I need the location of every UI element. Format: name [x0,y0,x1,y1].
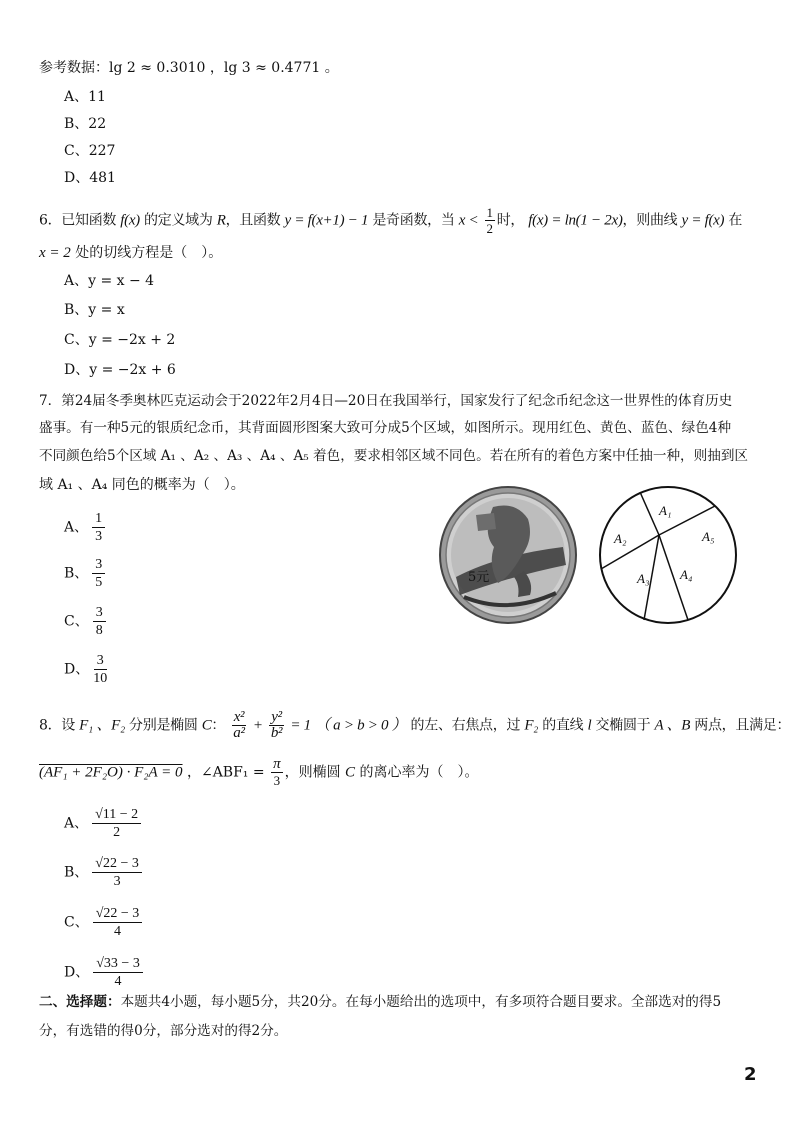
q8-option-c: C、 $\frac{√22 - 3}{4}$ [64,905,142,940]
q7-option-d: D、 $\frac{3}{10}$ [64,653,108,686]
region-a3-label: A₃ [637,571,650,586]
q6-line2: x = 2 处的切线方程是（ ）。 [39,245,223,261]
region-diagram [600,487,736,623]
reference-data: 参考数据：lg 2 ≈ 0.3010 ，lg 3 ≈ 0.4771 。 [39,60,339,76]
q7-option-c: C、 $\frac{3}{8}$ [64,604,106,639]
q7-line2: 盛事。有一种5元的银质纪念币，其背面圆形图案大致可分成5个区域，如图所示。现用红色、黄色、蓝色、绿色4种 [39,420,732,436]
q6-half-fraction: $\frac{1}{2}$ [486,205,493,236]
q6-option-a: A、y = x − 4 [64,273,155,289]
q5-option-c: C、227 [64,143,116,159]
section2-line1: 二、选择题：本题共4小题，每小题5分，共20分。在每小题给出的选项中，有多项符合题目要求。全部选对的得5 [39,994,722,1010]
coin-value-label: 5元 [468,570,490,585]
section2-line2: 分，有选错的得0分，部分选对的得2分。 [39,1023,288,1039]
q7-line1: 7．第24届冬季奥林匹克运动会于2022年2月4日—20日在我国举行，国家发行了纪念币纪念这一世界性的体育历史 [39,393,733,409]
q6-line1: 6．已知函数 f(x) 的定义域为 R，且函数 y = f(x+1) − 1 是奇函数，当 x < $\frac{1}{2}$ 时， f(x) = ln(1 − 2x)，则曲线 y = f(x) 在 [39,205,743,236]
q8-option-d: D、 $\frac{√33 - 3}{4}$ [64,955,143,990]
q6-option-d: D、y = −2x + 6 [64,362,176,378]
q7-option-b: B、 $\frac{3}{5}$ [64,556,105,591]
q8-option-a: A、 $\frac{√11 - 2}{2}$ [64,806,141,841]
q8-line1: 8．设 F₁ 、F₂ 分别是椭圆 C： $\frac{\text{x²}}{\text{a²}}$ + $\frac{\text{y²}}{\text{b²}}$ = 1 （ a > b > 0 ） 的左、右焦点，过 F₂ 的直线 l 交椭圆于 A 、B 两点，且满足： [39,709,791,741]
q7-option-a: A、 $\frac{1}{3}$ [64,510,105,545]
q8-x-term: $\frac{\text{x²}}{\text{a²}}$ [233,709,245,741]
q6-option-b: B、y = x [64,302,125,318]
q8-pi-fraction: $\frac{\pi}{3}$ [273,756,281,788]
q8-line2: (AF₁ + 2F₂O) · F₂A = 0 ，∠ABF₁ = $\frac{\pi}{3}$ ，则椭圆 C 的离心率为（ ）。 [39,756,479,788]
q7-line4: 域 A₁ 、A₄ 同色的概率为（ ）。 [39,477,245,493]
q5-option-b: B、22 [64,116,107,132]
region-a4-label: A₄ [680,567,693,582]
q8-y-term: $\frac{\text{y²}}{\text{b²}}$ [270,709,283,741]
section2-title: 二、选择题： [39,994,121,1010]
figure-svg [438,485,748,625]
region-a1-label: A₁ [659,503,672,518]
q5-option-a: A、11 [64,89,106,105]
region-a5-label: A₅ [702,529,715,544]
coin-and-region-figure [438,485,748,625]
region-a2-label: A₂ [614,531,627,546]
q8-option-b: B、 $\frac{√22 - 3}{3}$ [64,855,142,890]
q7-line3: 不同颜色给5个区域 A₁ 、A₂ 、A₃ 、A₄ 、A₅ 着色，要求相邻区域不同色。若在所有的着色方案中任抽一种，则抽到区 [39,448,749,464]
q5-option-d: D、481 [64,170,116,186]
commemorative-coin [440,487,576,623]
q6-option-c: C、y = −2x + 2 [64,332,176,348]
page-number: 2 [744,1064,757,1085]
